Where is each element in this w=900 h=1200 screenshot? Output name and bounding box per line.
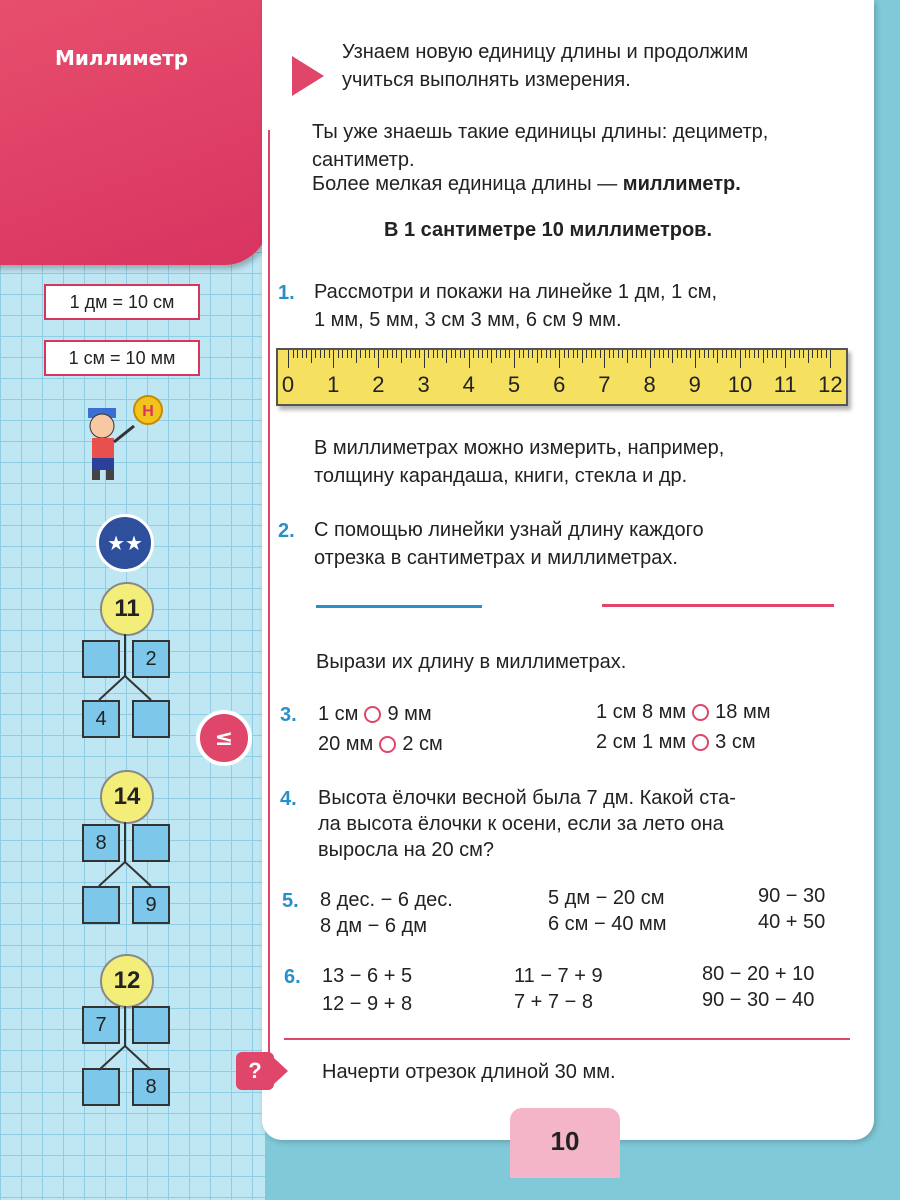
ruler-number: 12: [818, 372, 843, 397]
ruler: [276, 348, 848, 406]
ruler-tick: [812, 350, 813, 358]
question-arrow-icon: [274, 1058, 288, 1084]
tree3-box3[interactable]: [82, 1068, 120, 1106]
boy-mascot-icon: [76, 392, 166, 486]
compare-badge-icon: ≤: [196, 710, 252, 766]
task3-number: 3.: [280, 704, 297, 726]
ruler-tick: [794, 350, 795, 358]
tree3-box2[interactable]: [132, 1006, 170, 1044]
task3-c-left: 1 см 8 мм: [596, 701, 687, 723]
tree3-branches: [95, 1044, 165, 1072]
ruler-tick: [315, 350, 316, 358]
ruler-tick: [722, 350, 723, 358]
ruler-tick: [745, 350, 746, 358]
ruler-tick: [433, 350, 434, 358]
ruler-tick: [473, 350, 474, 358]
task3-a-right: 9 мм: [387, 703, 432, 725]
ruler-tick: [568, 350, 569, 358]
ruler-tick: [311, 350, 312, 363]
ruler-tick: [360, 350, 361, 358]
ruler-tick: [293, 350, 294, 358]
margin-line: [268, 130, 270, 1060]
ruler-tick: [333, 350, 334, 368]
intro-p3-text: Более мелкая единица длины —: [312, 173, 618, 195]
ruler-tick: [302, 350, 303, 358]
ruler-tick: [351, 350, 352, 358]
ruler-tick: [830, 350, 831, 368]
ruler-tick: [577, 350, 578, 358]
task6-number: 6.: [284, 966, 301, 988]
stars-badge-icon: ★★: [96, 514, 154, 572]
tree1-box2[interactable]: 2: [132, 640, 170, 678]
tree1-box1[interactable]: [82, 640, 120, 678]
ruler-tick: [532, 350, 533, 358]
ruler-tick: [803, 350, 804, 358]
task3-d-left: 2 см 1 мм: [596, 731, 687, 753]
ruler-tick: [356, 350, 357, 363]
ruler-tick: [329, 350, 330, 358]
ruler-tick: [428, 350, 429, 358]
tree3-box4[interactable]: 8: [132, 1068, 170, 1106]
ruler-tick: [460, 350, 461, 358]
intro-p3-bold: миллиметр.: [622, 173, 741, 195]
ruler-tick: [406, 350, 407, 358]
tree1-box4[interactable]: [132, 700, 170, 738]
task3-c: [596, 698, 770, 726]
task4-line2: ла высота ёлочки к осени, если за лето она: [318, 813, 724, 835]
ruler-tick: [681, 350, 682, 358]
task6-b: 12 − 9 + 8: [322, 993, 413, 1015]
ruler-tick: [550, 350, 551, 358]
compare-circle[interactable]: [692, 734, 709, 751]
ruler-tick: [378, 350, 379, 368]
bonus-text: Начерти отрезок длиной 30 мм.: [322, 1061, 616, 1083]
ruler-number: 2: [372, 372, 385, 397]
ruler-tick: [582, 350, 583, 363]
task1-line2: 1 мм, 5 мм, 3 см 3 мм, 6 см 9 мм.: [314, 309, 622, 331]
ruler-tick: [573, 350, 574, 358]
ruler-tick: [668, 350, 669, 358]
ruler-tick: [451, 350, 452, 358]
task4-number: 4.: [280, 788, 297, 810]
ruler-tick: [559, 350, 560, 368]
after-ruler-line2: толщину карандаша, книги, стекла и др.: [314, 465, 688, 487]
ruler-tick: [699, 350, 700, 358]
ruler-tick: [365, 350, 366, 358]
ruler-tick: [781, 350, 782, 358]
task1-line1: Рассмотри и покажи на линейке 1 дм, 1 см,: [314, 281, 718, 303]
ruler-tick: [464, 350, 465, 358]
ruler-tick: [622, 350, 623, 358]
ruler-tick: [726, 350, 727, 358]
task3-b-right: 2 см: [402, 733, 443, 755]
intro-p1: Ты уже знаешь такие единицы длины: дециметр,: [312, 121, 769, 143]
ruler-tick: [374, 350, 375, 358]
task3-c-right: 18 мм: [715, 701, 771, 723]
task3-d-right: 3 см: [715, 731, 756, 753]
ruler-tick: [392, 350, 393, 358]
task6-f: 90 − 30 − 40: [702, 989, 815, 1011]
intro-triangle-icon: [292, 56, 324, 96]
ruler-tick: [410, 350, 411, 358]
ruler-tick: [424, 350, 425, 368]
ruler-tick: [808, 350, 809, 363]
task1-number: 1.: [278, 282, 295, 304]
task5-b: 8 дм − 6 дм: [320, 915, 427, 937]
ruler-tick: [595, 350, 596, 358]
ruler-number: 3: [417, 372, 430, 397]
question-icon: ?: [236, 1052, 274, 1090]
ruler-number: 8: [643, 372, 656, 397]
intro-p3: [312, 170, 741, 198]
ruler-tick: [509, 350, 510, 358]
ruler-tick: [763, 350, 764, 363]
ruler-tick: [754, 350, 755, 358]
ruler-tick: [618, 350, 619, 358]
ruler-tick: [772, 350, 773, 358]
ruler-tick: [817, 350, 818, 358]
ruler-tick: [478, 350, 479, 358]
ruler-tick: [401, 350, 402, 363]
ruler-tick: [645, 350, 646, 358]
formula-dm-cm: 1 дм = 10 см: [44, 284, 200, 320]
ruler-number: 7: [598, 372, 611, 397]
tree2-box2[interactable]: [132, 824, 170, 862]
ruler-tick: [650, 350, 651, 368]
ruler-number: 9: [688, 372, 701, 397]
ruler-tick: [586, 350, 587, 358]
ruler-tick: [482, 350, 483, 358]
ruler-tick: [641, 350, 642, 358]
ruler-tick: [342, 350, 343, 358]
ruler-tick: [826, 350, 827, 358]
task2-line1: С помощью линейки узнай длину каждого: [314, 519, 704, 541]
compare-circle[interactable]: [692, 704, 709, 721]
tree2-sum: 14: [100, 770, 154, 824]
task3-a-left: 1 см: [318, 703, 359, 725]
ruler-tick: [735, 350, 736, 358]
ruler-number: 6: [553, 372, 566, 397]
task5-number: 5.: [282, 890, 299, 912]
ruler-tick: [659, 350, 660, 358]
task6-a: 13 − 6 + 5: [322, 965, 413, 987]
ruler-tick: [487, 350, 488, 358]
tree1-branches: [95, 674, 165, 702]
ruler-tick: [437, 350, 438, 358]
ruler-tick: [731, 350, 732, 358]
ruler-tick: [776, 350, 777, 358]
ruler-tick: [500, 350, 501, 358]
ruler-tick: [627, 350, 628, 363]
hint-letter: Н: [142, 403, 154, 420]
after-ruler-line1: В миллиметрах можно измерить, например,: [314, 437, 725, 459]
task5-a: 8 дес. − 6 дес.: [320, 889, 453, 911]
ruler-tick: [446, 350, 447, 363]
ruler-tick: [672, 350, 673, 363]
ruler-tick: [546, 350, 547, 358]
task4-line1: Высота ёлочки весной была 7 дм. Какой ста-: [318, 787, 736, 809]
ruler-tick: [636, 350, 637, 358]
ruler-number: 0: [281, 372, 295, 397]
ruler-tick: [537, 350, 538, 363]
intro-line2: учиться выполнять измерения.: [342, 69, 631, 91]
ruler-tick: [564, 350, 565, 358]
tree2-box3[interactable]: [82, 886, 120, 924]
ruler-tick: [790, 350, 791, 358]
ruler-tick: [396, 350, 397, 358]
ruler-tick: [455, 350, 456, 358]
task3-b-left: 20 мм: [318, 733, 374, 755]
task4-line3: выросла на 20 см?: [318, 839, 494, 861]
ruler-tick: [740, 350, 741, 368]
ruler-number: 1: [327, 372, 340, 397]
ruler-tick: [555, 350, 556, 358]
tree2-branches: [95, 860, 165, 888]
ruler-tick: [767, 350, 768, 358]
task5-d: 6 см − 40 мм: [548, 913, 667, 935]
task3-a: [318, 700, 432, 728]
ruler-tick: [613, 350, 614, 358]
task3-b: [318, 730, 443, 758]
intro-line1: Узнаем новую единицу длины и продолжим: [342, 41, 749, 63]
title-card: [0, 0, 295, 265]
compare-circle[interactable]: [364, 706, 381, 723]
rule-text: В 1 сантиметре 10 миллиметров.: [384, 219, 713, 241]
tree3-stem: [124, 1006, 126, 1046]
ruler-tick: [288, 350, 289, 368]
ruler-tick: [469, 350, 470, 368]
ruler-tick: [686, 350, 687, 358]
task5-f: 40 + 50: [758, 911, 826, 933]
task2-number: 2.: [278, 520, 295, 542]
ruler-tick: [704, 350, 705, 358]
ruler-tick: [708, 350, 709, 358]
ruler-tick: [600, 350, 601, 358]
segment-pink: [602, 604, 834, 607]
ruler-number: 11: [773, 372, 797, 397]
ruler-tick: [821, 350, 822, 358]
segment-blue: [316, 605, 482, 608]
task2-line2: отрезка в сантиметрах и миллиметрах.: [314, 547, 678, 569]
formula-cm-mm: 1 см = 10 мм: [44, 340, 200, 376]
task6-e: 80 − 20 + 10: [702, 963, 815, 985]
tree2-box4[interactable]: 9: [132, 886, 170, 924]
ruler-tick: [519, 350, 520, 358]
ruler-tick: [749, 350, 750, 358]
task2-line3: Вырази их длину в миллиметрах.: [316, 651, 627, 673]
ruler-tick: [695, 350, 696, 368]
tree1-sum: 11: [100, 582, 154, 636]
ruler-tick: [523, 350, 524, 358]
ruler-tick: [338, 350, 339, 358]
ruler-tick: [324, 350, 325, 358]
ruler-tick: [383, 350, 384, 358]
ruler-tick: [654, 350, 655, 358]
ruler-tick: [758, 350, 759, 358]
tree2-stem: [124, 822, 126, 862]
task6-c: 11 − 7 + 9: [514, 965, 603, 987]
ruler-tick: [347, 350, 348, 358]
ruler-tick: [690, 350, 691, 358]
ruler-tick: [713, 350, 714, 358]
intro-p2: сантиметр.: [312, 149, 415, 171]
ruler-number: 5: [507, 372, 521, 397]
ruler-tick: [442, 350, 443, 358]
tree2-box1[interactable]: 8: [82, 824, 120, 862]
ruler-tick: [505, 350, 506, 358]
page-number: 10: [510, 1108, 620, 1178]
ruler-tick: [717, 350, 718, 363]
ruler-tick: [528, 350, 529, 358]
tree3-box1[interactable]: 7: [82, 1006, 120, 1044]
ruler-number: 4: [462, 372, 475, 397]
tree1-box3[interactable]: 4: [82, 700, 120, 738]
ruler-tick: [604, 350, 605, 368]
ruler-tick: [632, 350, 633, 358]
ruler-tick: [369, 350, 370, 358]
ruler-tick: [415, 350, 416, 358]
ruler-tick: [677, 350, 678, 358]
ruler-tick: [785, 350, 786, 368]
ruler-tick: [297, 350, 298, 358]
ruler-tick: [491, 350, 492, 363]
tree1-stem: [124, 634, 126, 676]
ruler-tick: [320, 350, 321, 358]
page-title: Миллиметр: [55, 46, 189, 70]
ruler-tick: [306, 350, 307, 358]
ruler-tick: [591, 350, 592, 358]
ruler-tick: [496, 350, 497, 358]
task3-d: [596, 728, 756, 756]
ruler-tick: [514, 350, 515, 368]
ruler-tick: [387, 350, 388, 358]
ruler-tick: [799, 350, 800, 358]
task6-d: 7 + 7 − 8: [514, 991, 593, 1013]
ruler-tick: [541, 350, 542, 358]
compare-circle[interactable]: [379, 736, 396, 753]
task5-c: 5 дм − 20 см: [548, 887, 665, 909]
bonus-divider: [284, 1038, 850, 1040]
ruler-tick: [609, 350, 610, 358]
task5-e: 90 − 30: [758, 885, 826, 907]
ruler-tick: [663, 350, 664, 358]
tree3-sum: 12: [100, 954, 154, 1008]
ruler-number: 10: [727, 372, 753, 397]
ruler-tick: [419, 350, 420, 358]
